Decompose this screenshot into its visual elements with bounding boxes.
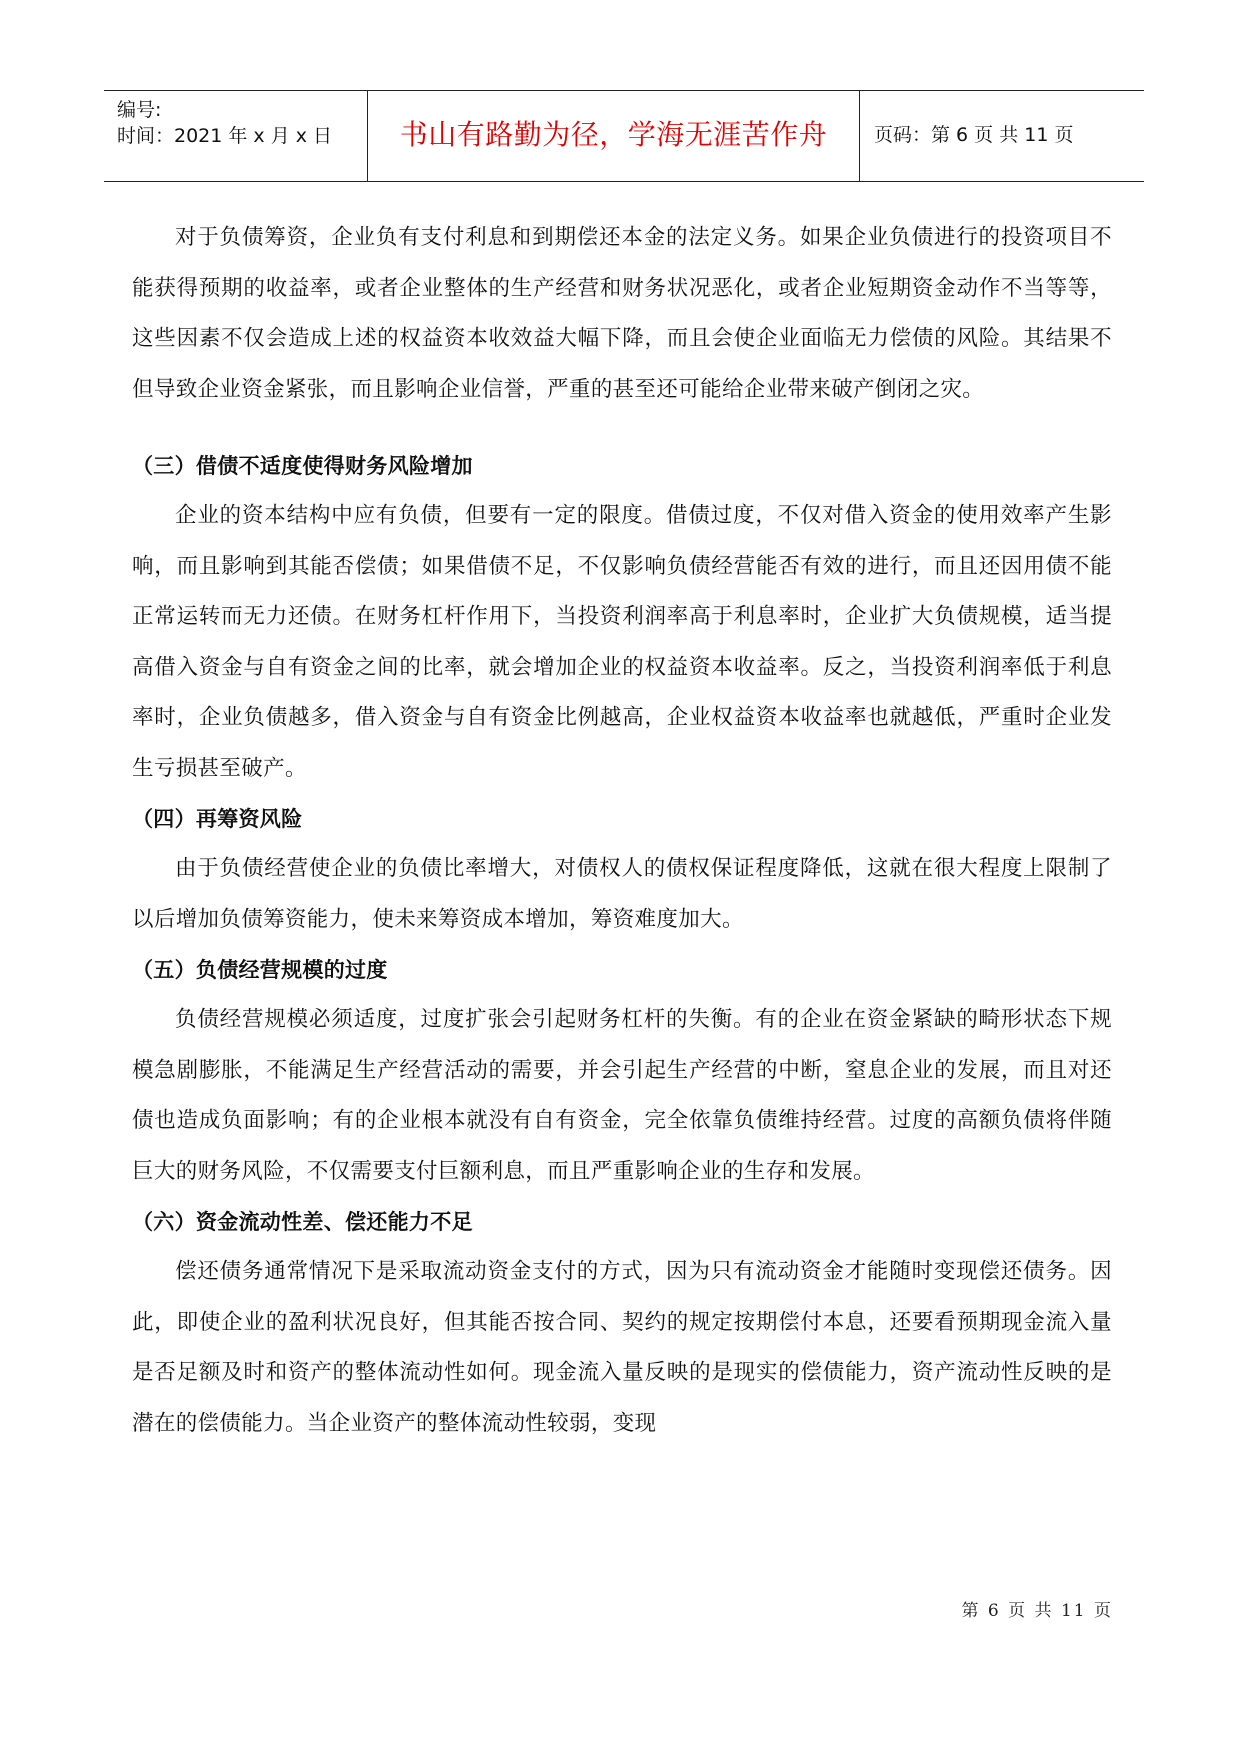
page-header <box>104 90 1144 182</box>
header-motto: 书山有路勤为径，学海无涯苦作舟 <box>399 118 828 151</box>
section-spacer <box>132 415 1112 441</box>
intro-paragraph: 对于负债筹资，企业负有支付利息和到期偿还本金的法定义务。如果企业负债进行的投资项目不能获得预期的收益率，或者企业整体的生产经营和财务状况恶化，或者企业短期资金动作不当等等，这些因素不仅会造成上述的权益资本收效益大幅下降，而且会使企业面临无力偿债的风险。其结果不但导致企业资金紧张，而且影响企业信誉，严重的甚至还可能给企业带来破产倒闭之灾。 <box>132 225 1112 402</box>
section-5-paragraph: 负债经营规模必须适度，过度扩张会引起财务杠杆的失衡。有的企业在资金紧缺的畸形状态下规模急剧膨胀，不能满足生产经营活动的需要，并会引起生产经营的中断，窒息企业的发展，而且对还债也造成负面影响；有的企业根本就没有自有资金，完全依靠负债维持经营。过度的高额负债将伴随巨大的财务风险，不仅需要支付巨额利息，而且严重影响企业的生存和发展。 <box>132 1007 1112 1184</box>
header-page-cell <box>860 91 1144 181</box>
page-footer-number: 第 6 页 共 11 页 <box>961 1601 1113 1621</box>
section-5-heading: （五）负债经营规模的过度 <box>132 958 388 982</box>
section-3-paragraph: 企业的资本结构中应有负债，但要有一定的限度。借债过度，不仅对借入资金的使用效率产生影响，而且影响到其能否偿债；如果借债不足，不仅影响负债经营能否有效的进行，而且还因用债不能正常运转而无力还债。在财务杠杆作用下，当投资利润率高于利息率时，企业扩大负债规模，适当提高借入资金与自有资金之间的比率，就会增加企业的权益资本收益率。反之，当投资利润率低于利息率时，企业负债越多，借入资金与自有资金比例越高，企业权益资本收益率也就越低，严重时企业发生亏损甚至破产。 <box>132 503 1112 781</box>
header-motto-cell <box>368 91 860 181</box>
section-6-paragraph: 偿还债务通常情况下是采取流动资金支付的方式，因为只有流动资金才能随时变现偿还债务。因此，即使企业的盈利状况良好，但其能否按合同、契约的规定按期偿付本息，还要看预期现金流入量是否足额及时和资产的整体流动性如何。现金流入量反映的是现实的偿债能力，资产流动性反映的是潜在的偿债能力。当企业资产的整体流动性较弱，变现 <box>132 1259 1112 1436</box>
section-4-heading: （四）再筹资风险 <box>132 807 303 831</box>
section-6-heading: （六）资金流动性差、偿还能力不足 <box>132 1210 473 1234</box>
section-4-paragraph: 由于负债经营使企业的负债比率增大，对债权人的债权保证程度降低，这就在很大程度上限制了以后增加负债筹资能力，使未来筹资成本增加，筹资难度加大。 <box>132 856 1112 932</box>
document-time-label: 时间：2021 年 x 月 x 日 <box>117 125 333 147</box>
header-page-label: 页码：第 6 页 共 11 页 <box>874 123 1074 146</box>
document-body <box>132 213 1112 1449</box>
header-meta-cell <box>104 91 368 181</box>
document-number-label: 编号: <box>117 99 162 121</box>
section-3-heading: （三）借债不适度使得财务风险增加 <box>132 454 473 478</box>
